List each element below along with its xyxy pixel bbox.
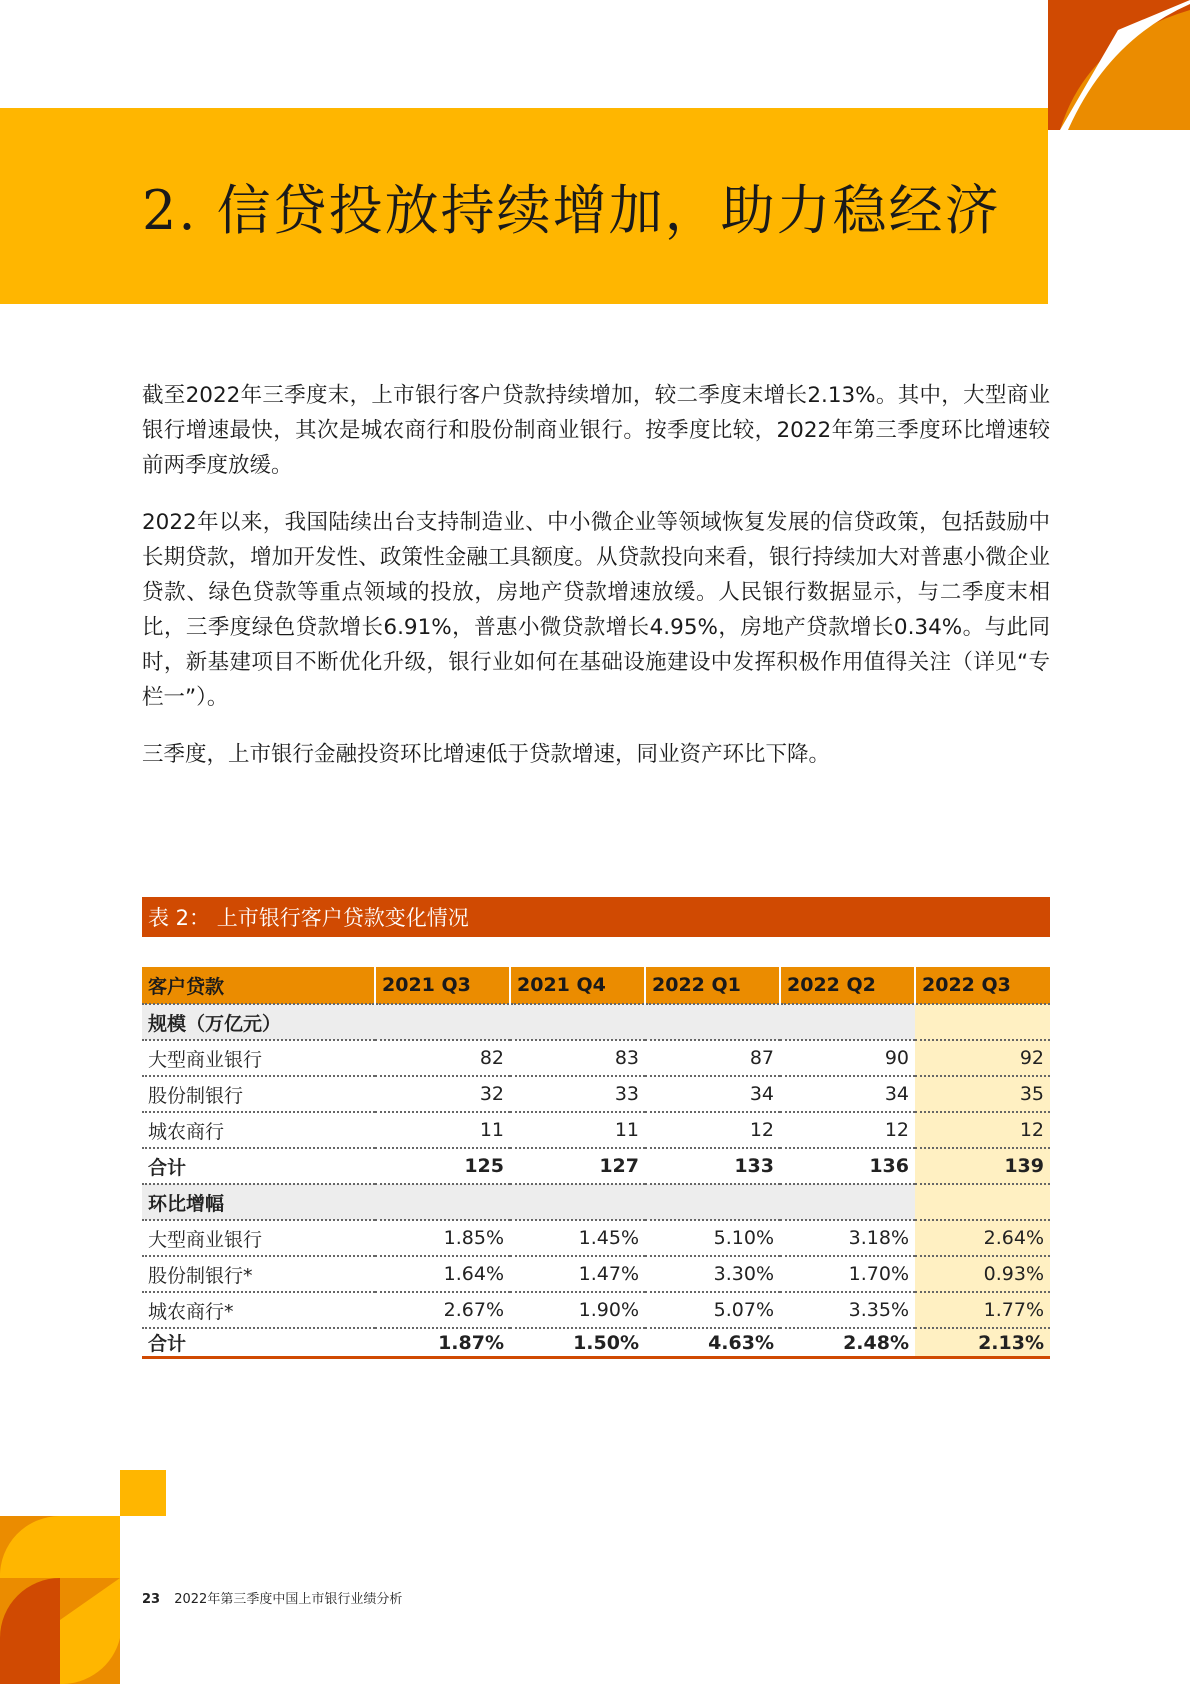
value-cell: 34 — [780, 1076, 915, 1112]
value-cell: 5.10% — [645, 1220, 780, 1256]
value-cell: 1.77% — [915, 1292, 1050, 1328]
value-cell — [645, 1184, 780, 1220]
header-cell: 2021 Q4 — [510, 967, 645, 1004]
row-label-cell: 规模（万亿元） — [142, 1004, 375, 1040]
header-cell: 2022 Q1 — [645, 967, 780, 1004]
value-cell — [510, 1184, 645, 1220]
row-label-cell: 大型商业银行 — [142, 1220, 375, 1256]
bottom-decoration — [0, 1470, 170, 1684]
value-cell — [375, 1184, 510, 1220]
title-band — [0, 108, 1048, 304]
value-cell — [375, 1004, 510, 1040]
table-row — [142, 1184, 1050, 1220]
paragraph-3: 三季度，上市银行金融投资环比增速低于贷款增速，同业资产环比下降。 — [142, 742, 831, 767]
value-cell: 2.64% — [915, 1220, 1050, 1256]
table-header-row — [142, 967, 1050, 1004]
header-cell: 2022 Q3 — [915, 967, 1050, 1004]
value-cell — [780, 1004, 915, 1040]
value-cell: 11 — [375, 1112, 510, 1148]
value-cell: 125 — [375, 1148, 510, 1184]
header-cell: 2021 Q3 — [375, 967, 510, 1004]
value-cell: 1.85% — [375, 1220, 510, 1256]
table-title: 表 2： 上市银行客户贷款变化情况 — [142, 897, 1050, 937]
body-text — [142, 378, 1050, 794]
value-cell: 127 — [510, 1148, 645, 1184]
value-cell: 92 — [915, 1040, 1050, 1076]
value-cell: 87 — [645, 1040, 780, 1076]
value-cell: 3.18% — [780, 1220, 915, 1256]
value-cell: 12 — [780, 1112, 915, 1148]
value-cell: 1.45% — [510, 1220, 645, 1256]
value-cell: 1.87% — [375, 1328, 510, 1358]
table-row — [142, 1256, 1050, 1292]
row-label-cell: 大型商业银行 — [142, 1040, 375, 1076]
value-cell: 133 — [645, 1148, 780, 1184]
paragraph-2: 2022年以来，我国陆续出台支持制造业、中小微企业等领域恢复发展的信贷政策，包括鼓励中长期贷款，增加开发性、政策性金融工具额度。从贷款投向来看，银行持续加大对普惠小微企业贷款、绿色贷款等重点领域的投放，房地产贷款增速放缓。人民银行数据显示，与二季度末相比，三季度绿色贷款增长6.91%，普惠小微贷款增长4.95%，房地产贷款增长0.34%。与此同时，新基建项目不断优化升级，银行业如何在基础设施建设中发挥积极作用值得关注（详见“专栏一”）。 — [142, 510, 1050, 710]
value-cell: 1.47% — [510, 1256, 645, 1292]
table-row — [142, 1040, 1050, 1076]
header-cell: 2022 Q2 — [780, 967, 915, 1004]
value-cell: 0.93% — [915, 1256, 1050, 1292]
value-cell: 2.67% — [375, 1292, 510, 1328]
value-cell: 34 — [645, 1076, 780, 1112]
page-title: 2. 信贷投放持续增加，助力稳经济 — [142, 178, 1001, 242]
value-cell: 11 — [510, 1112, 645, 1148]
table-row — [142, 1076, 1050, 1112]
row-label-cell: 股份制银行 — [142, 1076, 375, 1112]
value-cell — [915, 1184, 1050, 1220]
value-cell — [510, 1004, 645, 1040]
value-cell: 32 — [375, 1076, 510, 1112]
value-cell: 1.90% — [510, 1292, 645, 1328]
page-footer — [142, 1588, 402, 1607]
corner-decoration — [1048, 0, 1190, 140]
row-label-cell: 城农商行* — [142, 1292, 375, 1328]
value-cell: 82 — [375, 1040, 510, 1076]
value-cell: 3.30% — [645, 1256, 780, 1292]
value-cell: 1.64% — [375, 1256, 510, 1292]
value-cell: 12 — [915, 1112, 1050, 1148]
report-name: 2022年第三季度中国上市银行业绩分析 — [174, 1592, 403, 1607]
value-cell: 35 — [915, 1076, 1050, 1112]
value-cell: 136 — [780, 1148, 915, 1184]
paragraph-1: 截至2022年三季度末，上市银行客户贷款持续增加，较二季度末增长2.13%。其中，大型商业银行增速最快，其次是城农商行和股份制商业银行。按季度比较，2022年第三季度环比增速较前两季度放缓。 — [142, 383, 1050, 478]
value-cell: 83 — [510, 1040, 645, 1076]
value-cell — [645, 1004, 780, 1040]
loan-table — [142, 967, 1050, 1359]
row-label-cell: 股份制银行* — [142, 1256, 375, 1292]
table-row — [142, 1004, 1050, 1040]
row-label-cell: 环比增幅 — [142, 1184, 375, 1220]
row-label-cell: 合计 — [142, 1148, 375, 1184]
value-cell: 139 — [915, 1148, 1050, 1184]
value-cell: 12 — [645, 1112, 780, 1148]
value-cell: 33 — [510, 1076, 645, 1112]
header-cell: 客户贷款 — [142, 967, 375, 1004]
table-row — [142, 1292, 1050, 1328]
value-cell: 1.70% — [780, 1256, 915, 1292]
page-number: 23 — [142, 1592, 161, 1607]
row-label-cell: 合计 — [142, 1328, 375, 1358]
table-row — [142, 1328, 1050, 1358]
value-cell: 2.13% — [915, 1328, 1050, 1358]
value-cell: 1.50% — [510, 1328, 645, 1358]
table-row — [142, 1220, 1050, 1256]
value-cell — [780, 1184, 915, 1220]
value-cell: 90 — [780, 1040, 915, 1076]
row-label-cell: 城农商行 — [142, 1112, 375, 1148]
value-cell: 2.48% — [780, 1328, 915, 1358]
table-row — [142, 1112, 1050, 1148]
value-cell: 5.07% — [645, 1292, 780, 1328]
loan-table-section — [142, 897, 1050, 1359]
value-cell — [915, 1004, 1050, 1040]
value-cell: 3.35% — [780, 1292, 915, 1328]
table-row — [142, 1148, 1050, 1184]
value-cell: 4.63% — [645, 1328, 780, 1358]
